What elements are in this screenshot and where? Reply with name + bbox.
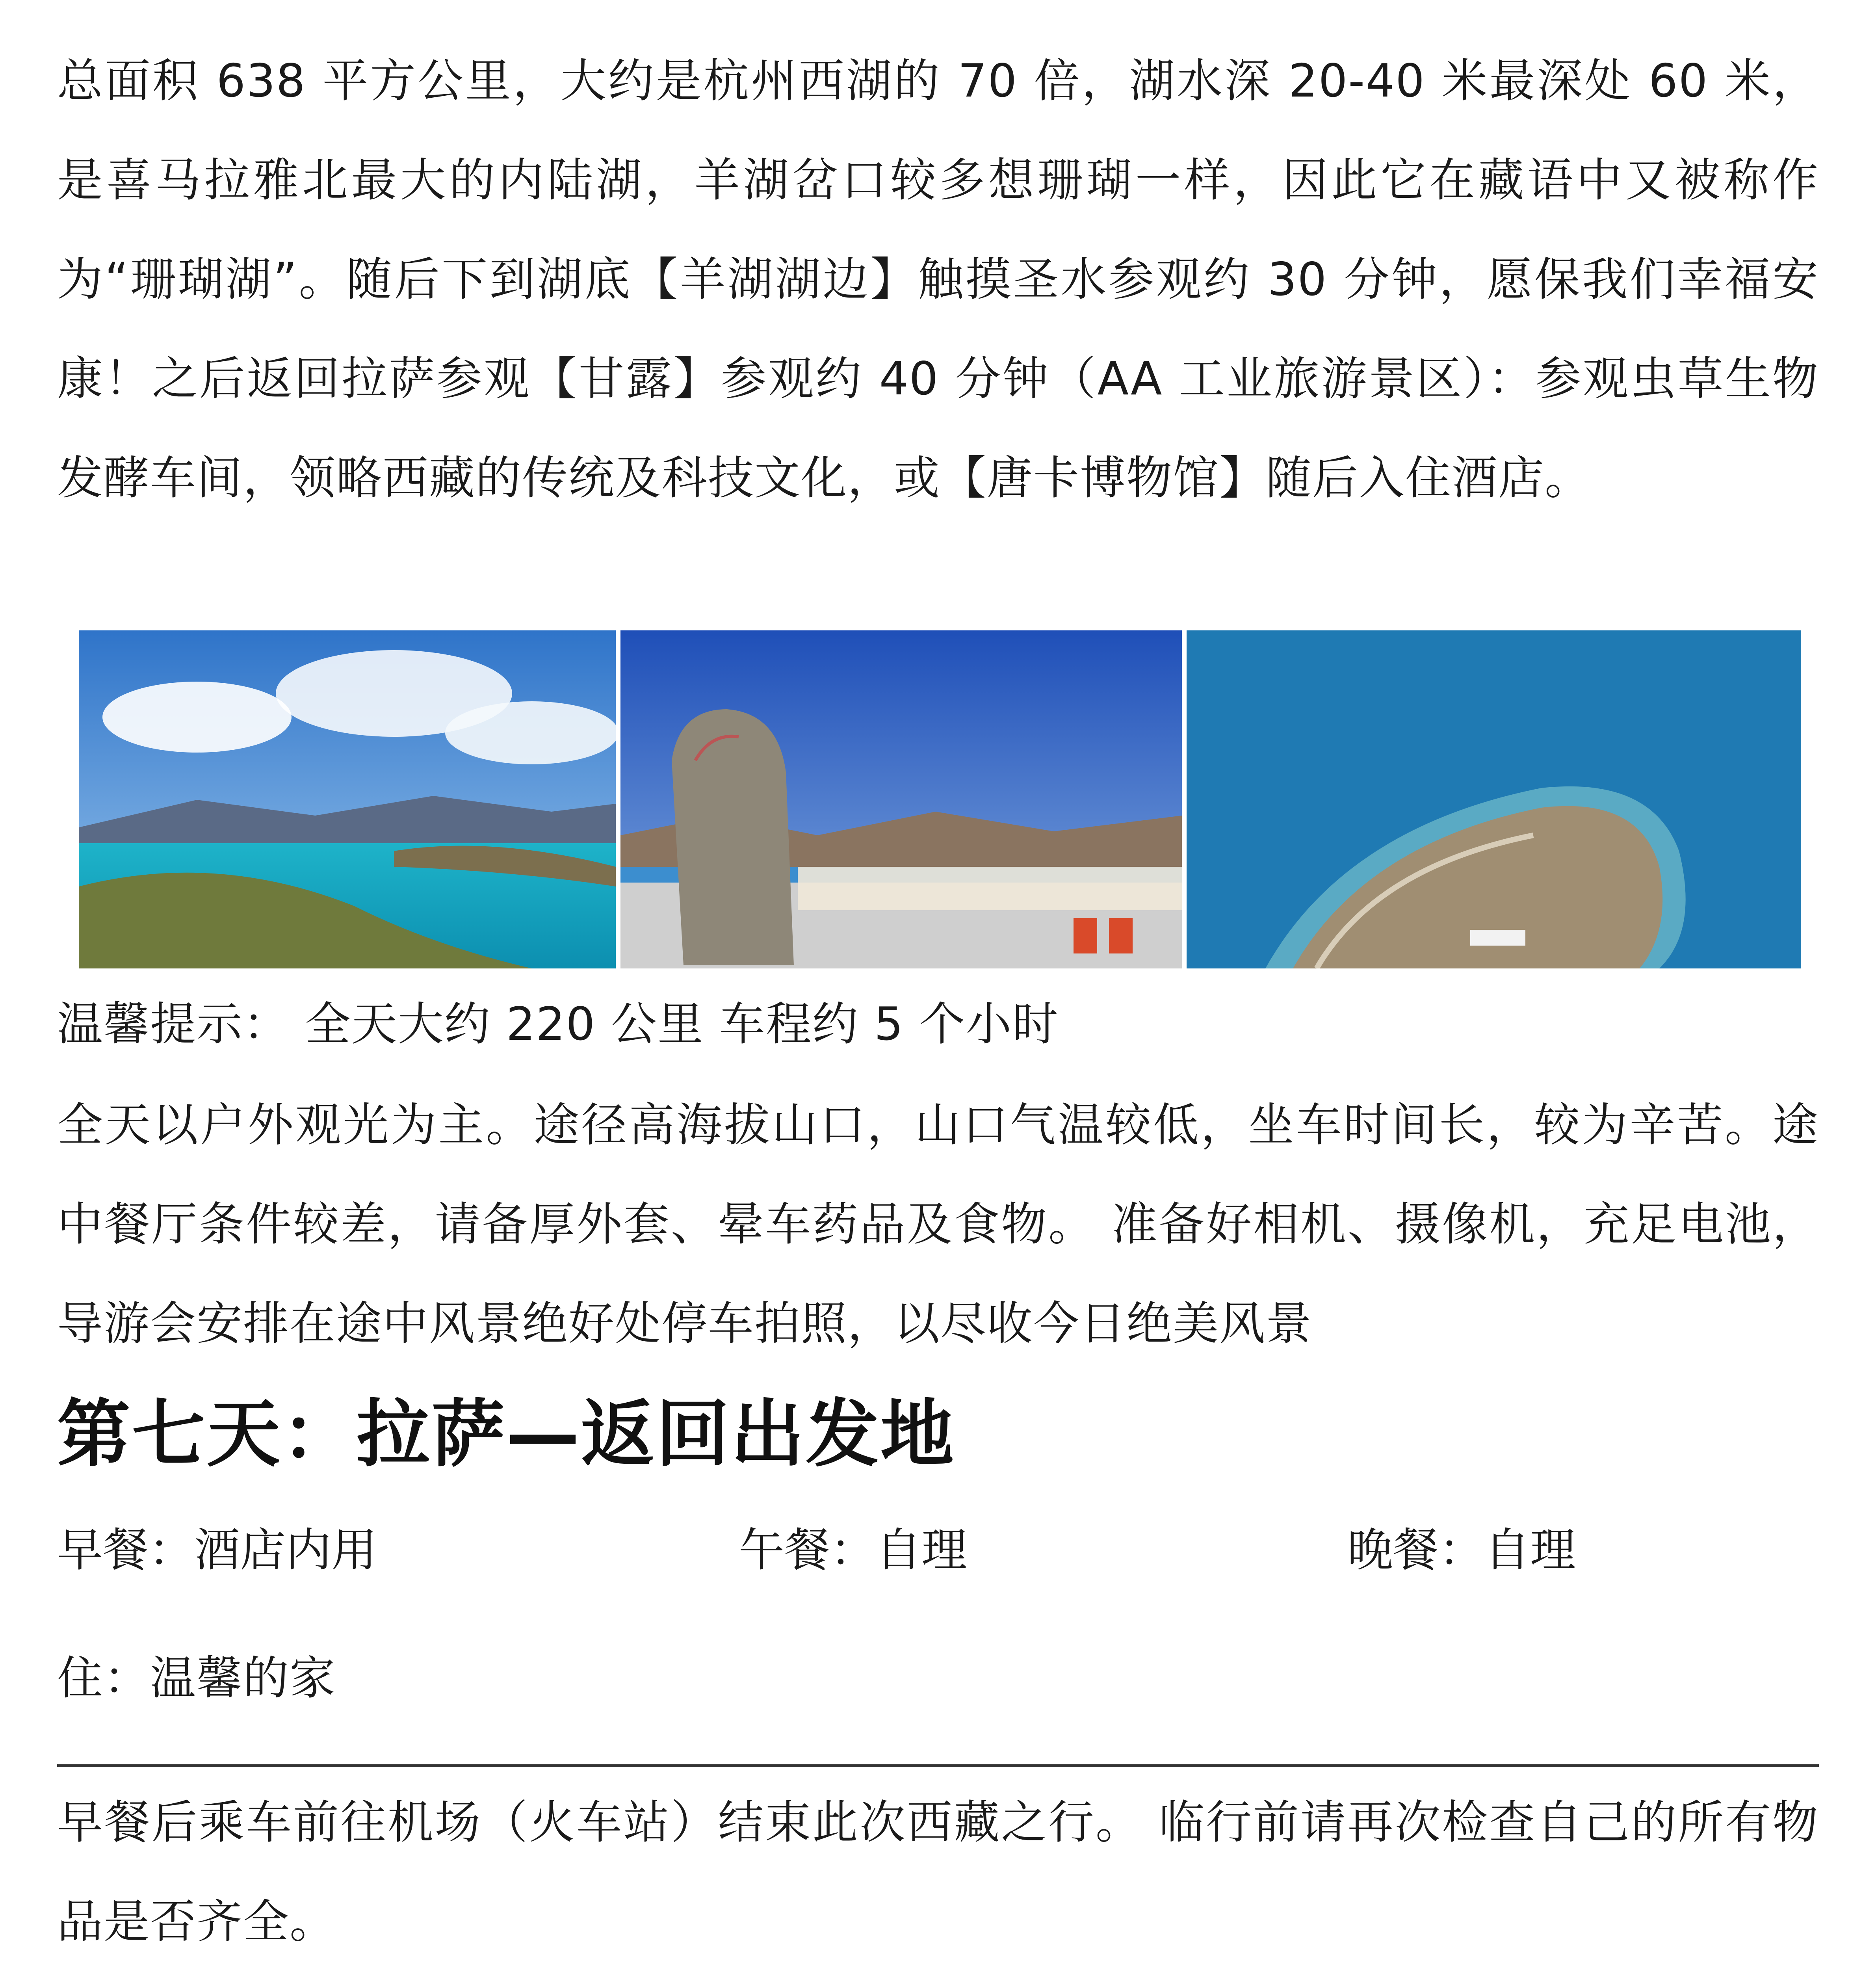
intro-paragraph: 总面积 638 平方公里，大约是杭州西湖的 70 倍，湖水深 20-40 米最深处 60 米，是喜马拉雅北最大的内陆湖，羊湖岔口较多想珊瑚一样，因此它在藏语中又被称作为“珊瑚湖”。随后下到湖底【羊湖湖边】触摸圣水参观约 30 分钟，愿保我们幸福安康！之后返回拉萨参观【甘露】参观约 40 分钟（AA 工业旅游景区）：参观虫草生物发酵车间，领略西藏的传统及科技文化，或【唐卡博物馆】随后入住酒店。 [57,54,1819,505]
day-seven-description: 早餐后乘车前往机场（火车站）结束此次西藏之行。 临行前请再次检查自己的所有物品是否齐全。 [57,1796,1819,1948]
stay-label: 住：温馨的家 [57,1652,336,1705]
photo-lake-aerial [1187,630,1801,968]
tip-line: 温馨提示： 全天大约 220 公里 车程约 5 个小时 [57,998,1059,1051]
day-seven-title: 第七天：拉萨—返回出发地 [57,1391,956,1477]
dinner-label: 晚餐：自理 [1347,1524,1576,1577]
lunch-label: 午餐：自理 [739,1524,967,1577]
photo-lake-sky [79,630,616,968]
photo-strip [79,630,1801,968]
tip-paragraph: 全天以户外观光为主。途径高海拔山口，山口气温较低，坐车时间长，较为辛苦。途中餐厅条件较差，请备厚外套、晕车药品及食物。 准备好相机、摄像机，充足电池，导游会安排在途中风景绝好处停车拍照，以尽收今日绝美风景 [57,1098,1819,1350]
divider [57,1764,1819,1767]
photo-stone-monument [620,630,1182,968]
breakfast-label: 早餐：酒店内用 [57,1524,377,1577]
